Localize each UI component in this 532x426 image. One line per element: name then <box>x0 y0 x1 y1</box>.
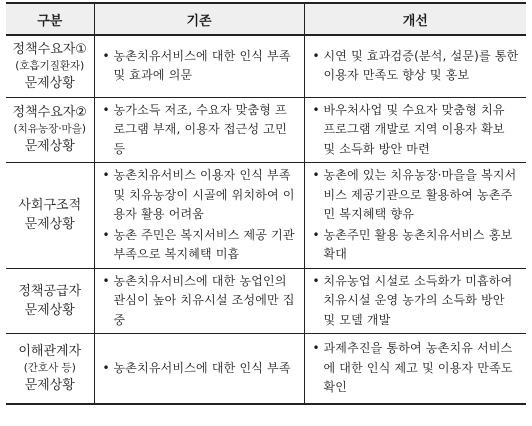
category-main: 이해관계자 <box>18 343 82 359</box>
existing-item: • 농촌치유서비스에 대한 농업인의 관심이 높아 치유시설 조성에만 집중 <box>101 272 298 331</box>
improvement-item: • 과제추진을 통하여 농촌치유 서비스에 대한 인식 제고 및 이용자 만족도 확인 <box>311 339 521 398</box>
category-main: 정책공급자 <box>18 283 82 299</box>
category-sub: (치유농장·마을) <box>13 123 86 136</box>
category-main: 사회구조적 <box>18 198 82 214</box>
existing-item: • 농촌치유서비스 이용자 인식 부족 및 치유농장이 시골에 위치하여 이용자 활용 어려움 <box>101 166 298 225</box>
improvement-item: • 농촌에 있는 치유농장·마을을 복지서비스 제공기관으로 활용하여 농촌주민 복지혜택 향유 <box>311 166 521 225</box>
comparison-table <box>6 2 526 405</box>
improvement-cell <box>304 163 526 269</box>
existing-item: • 농촌 주민은 복지서비스 제공 기관 부족으로 복지혜택 미흡 <box>101 226 298 265</box>
improvement-cell <box>304 97 526 163</box>
existing-cell <box>94 268 304 334</box>
existing-cell <box>94 163 304 269</box>
category-main: 정책수요자① <box>12 41 87 57</box>
category-tail: 문제상황 <box>24 75 75 91</box>
category-main: 정책수요자② <box>12 105 87 121</box>
category-tail: 문제상황 <box>24 217 75 233</box>
row-category <box>6 163 94 269</box>
table-header-row <box>6 3 526 35</box>
existing-cell <box>94 35 304 97</box>
improvement-item: • 바우처사업 및 수요자 맞춤형 치유 프로그램 개발로 지역 이용자 확보 및 소득화 방안 마련 <box>311 101 521 160</box>
header-existing: 기존 <box>94 3 304 35</box>
existing-item: • 농촌치유서비스에 대한 인식 부족 <box>101 359 298 379</box>
table-row <box>6 97 526 163</box>
table-row <box>6 163 526 269</box>
category-sub: (간호사 등) <box>23 361 76 374</box>
table-row <box>6 35 526 97</box>
category-tail: 문제상황 <box>24 377 75 393</box>
header-category: 구분 <box>6 3 94 35</box>
existing-item: • 농촌치유서비스에 대한 인식 부족 및 효과에 의문 <box>101 47 298 86</box>
table-row <box>6 268 526 334</box>
improvement-cell <box>304 268 526 334</box>
row-category <box>6 268 94 334</box>
improvement-cell <box>304 334 526 404</box>
header-improvement: 개선 <box>304 3 526 35</box>
improvement-item: • 농촌주민 활용 농촌치유서비스 홍보 확대 <box>311 226 521 265</box>
improvement-cell <box>304 35 526 97</box>
improvement-item: • 시연 및 효과검증(분석, 설문)를 통한 이용자 만족도 향상 및 홍보 <box>311 47 521 86</box>
category-sub: (호흡기질환자) <box>15 59 85 72</box>
table-row <box>6 334 526 404</box>
improvement-item: • 치유농업 시설로 소득화가 미흡하여 치유시설 운영 농가의 소득화 방안 및 모델 개발 <box>311 272 521 331</box>
row-category <box>6 35 94 97</box>
row-category <box>6 97 94 163</box>
category-tail: 문제상황 <box>24 139 75 155</box>
row-category <box>6 334 94 404</box>
comparison-table-wrapper <box>6 2 526 405</box>
existing-cell <box>94 334 304 404</box>
category-tail: 문제상황 <box>24 302 75 318</box>
existing-cell <box>94 97 304 163</box>
existing-item: • 농가소득 저조, 수요자 맞춤형 프로그램 부재, 이용자 접근성 고민 등 <box>101 101 298 160</box>
